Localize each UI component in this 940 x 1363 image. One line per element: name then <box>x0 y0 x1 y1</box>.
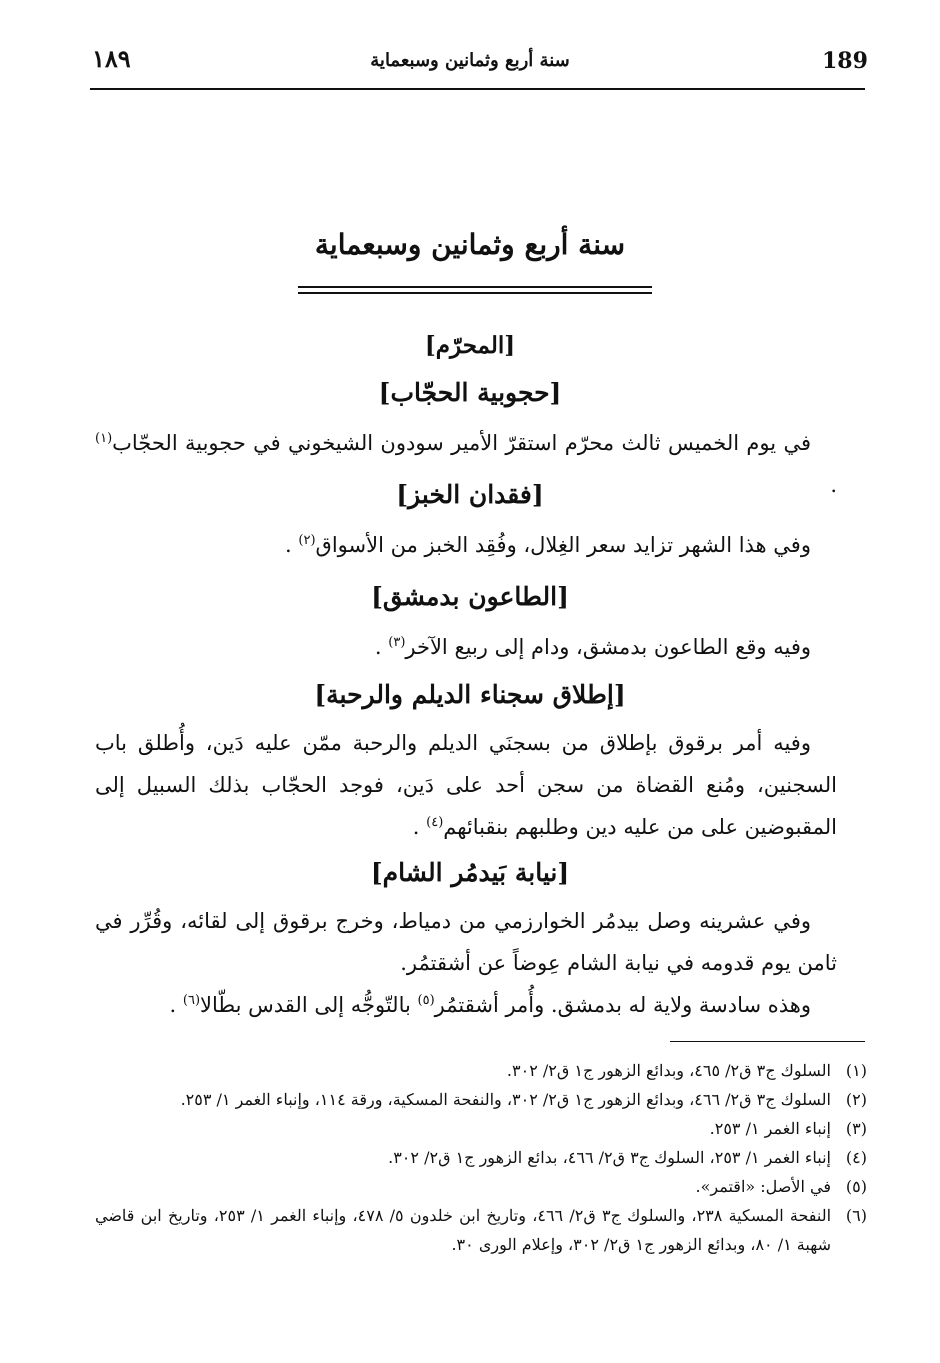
header-rule <box>90 88 865 90</box>
section-text-4 <box>95 722 837 848</box>
footnote-ref: (٣) <box>388 635 406 650</box>
footnote-number: (٣) <box>845 1119 867 1138</box>
footnote-text: إنباء الغمر ١/ ٢٥٣. <box>709 1119 831 1138</box>
footnote-number: (٦) <box>845 1206 867 1225</box>
full-stop: . <box>830 473 837 497</box>
paragraph-text: وفي عشرينه وصل بيدمُر الخوارزمي من دمياط، وخرج برقوق إلى لقائه، وقُرِّر في ثامن يوم قدومه في نيابة الشام عِوضاً عن أشقتمُر. <box>95 909 837 975</box>
footnote-4 <box>95 1143 867 1172</box>
footnote-rule <box>670 1041 865 1042</box>
footnote-2 <box>95 1085 867 1114</box>
title-rule-bottom <box>298 292 652 294</box>
full-stop: . <box>169 993 177 1017</box>
footnote-text: السلوك ج٣ ق٢/ ٤٦٦، وبدائع الزهور ج١ ق٢/ ٣٠٢، والنفحة المسكية، ورقة ١١٤، وإنباء الغمر ١/ ٢٥٣. <box>180 1090 831 1109</box>
footnote-number: (١) <box>845 1061 867 1080</box>
footnote-number: (٤) <box>845 1148 867 1167</box>
footnotes <box>95 1056 867 1259</box>
page-number-latin: 189 <box>822 48 868 74</box>
footnote-3 <box>95 1114 867 1143</box>
footnote-text: في الأصل: «اقتمر». <box>695 1177 831 1196</box>
paragraph-text: بالتّوجُّه إلى القدس بطّالا <box>200 993 411 1017</box>
footnote-text: إنباء الغمر ١/ ٢٥٣، السلوك ج٣ ق٢/ ٤٦٦، بدائع الزهور ج١ ق٢/ ٣٠٢. <box>388 1148 831 1167</box>
paragraph-text: وفيه وقع الطاعون بدمشق، ودام إلى ربيع الآخر <box>405 635 811 659</box>
footnote-1 <box>95 1056 867 1085</box>
footnote-ref: (٢) <box>298 533 316 548</box>
paragraph-text: في يوم الخميس ثالث محرّم استقرّ الأمير سودون الشيخوني في حجوبية الحجّاب <box>112 431 811 455</box>
page-number-arabic: ١٨٩ <box>92 44 131 73</box>
section-text-2 <box>95 524 837 566</box>
section-text-3 <box>95 626 837 668</box>
footnote-text: السلوك ج٣ ق٢/ ٤٦٥، وبدائع الزهور ج١ ق٢/ ٣٠٢. <box>506 1061 831 1080</box>
chapter-title: سنة أربع وثمانين وسبعماية <box>314 228 626 261</box>
section-heading-3: [الطاعون بدمشق] <box>371 582 569 611</box>
footnote-number: (٥) <box>845 1177 867 1196</box>
month-heading: [المحرّم] <box>424 332 516 359</box>
full-stop: . <box>285 533 292 557</box>
footnote-number: (٢) <box>845 1090 867 1109</box>
section-heading-2: [فقدان الخبز] <box>396 480 544 509</box>
running-title: سنة أربع وثمانين وسبعماية <box>370 50 570 71</box>
section-heading-4: [إطلاق سجناء الديلم والرحبة] <box>314 680 626 709</box>
full-stop: . <box>374 635 382 659</box>
full-stop: . <box>412 815 420 839</box>
footnote-5 <box>95 1172 867 1201</box>
footnote-6 <box>95 1201 867 1259</box>
section-heading-1: [حجوبية الحجّاب] <box>378 378 562 407</box>
footnote-ref: (٥) <box>417 993 435 1008</box>
footnote-ref: (٤) <box>426 815 444 830</box>
footnote-ref: (٦) <box>182 993 201 1008</box>
paragraph-text: وفيه أمر برقوق بإطلاق من بسجنَي الديلم والرحبة ممّن عليه دَين، وأُطلق باب السجنين، ومُنع القضاة من سجن أحد على دَين، فوجد الحجّاب بذلك السبيل إلى المقبوضين على من عليه دين وطلبهم بنقبائهم <box>95 731 837 839</box>
footnote-ref: (١) <box>95 431 113 446</box>
section-heading-5: [نيابة بَيدمُر الشام] <box>370 858 570 887</box>
paragraph-text: وهذه سادسة ولاية له بدمشق. وأُمر أشقتمُر <box>434 993 811 1017</box>
paragraph-text: وفي هذا الشهر تزايد سعر الغِلال، وفُقِد الخبز من الأسواق <box>315 533 811 557</box>
footnote-text: النفحة المسكية ٢٣٨، والسلوك ج٣ ق٢/ ٤٦٦، وتاريخ ابن خلدون ٥/ ٤٧٨، وإنباء الغمر ١/ ٢٥٣، وتاريخ ابن قاضي شهبة ١/ ٨٠، وبدائع الزهور ج١ ق٢/ ٣٠٢، وإعلام الورى ٣٠. <box>95 1206 832 1254</box>
title-rule-top <box>298 286 652 288</box>
section-text-5 <box>95 900 837 1026</box>
